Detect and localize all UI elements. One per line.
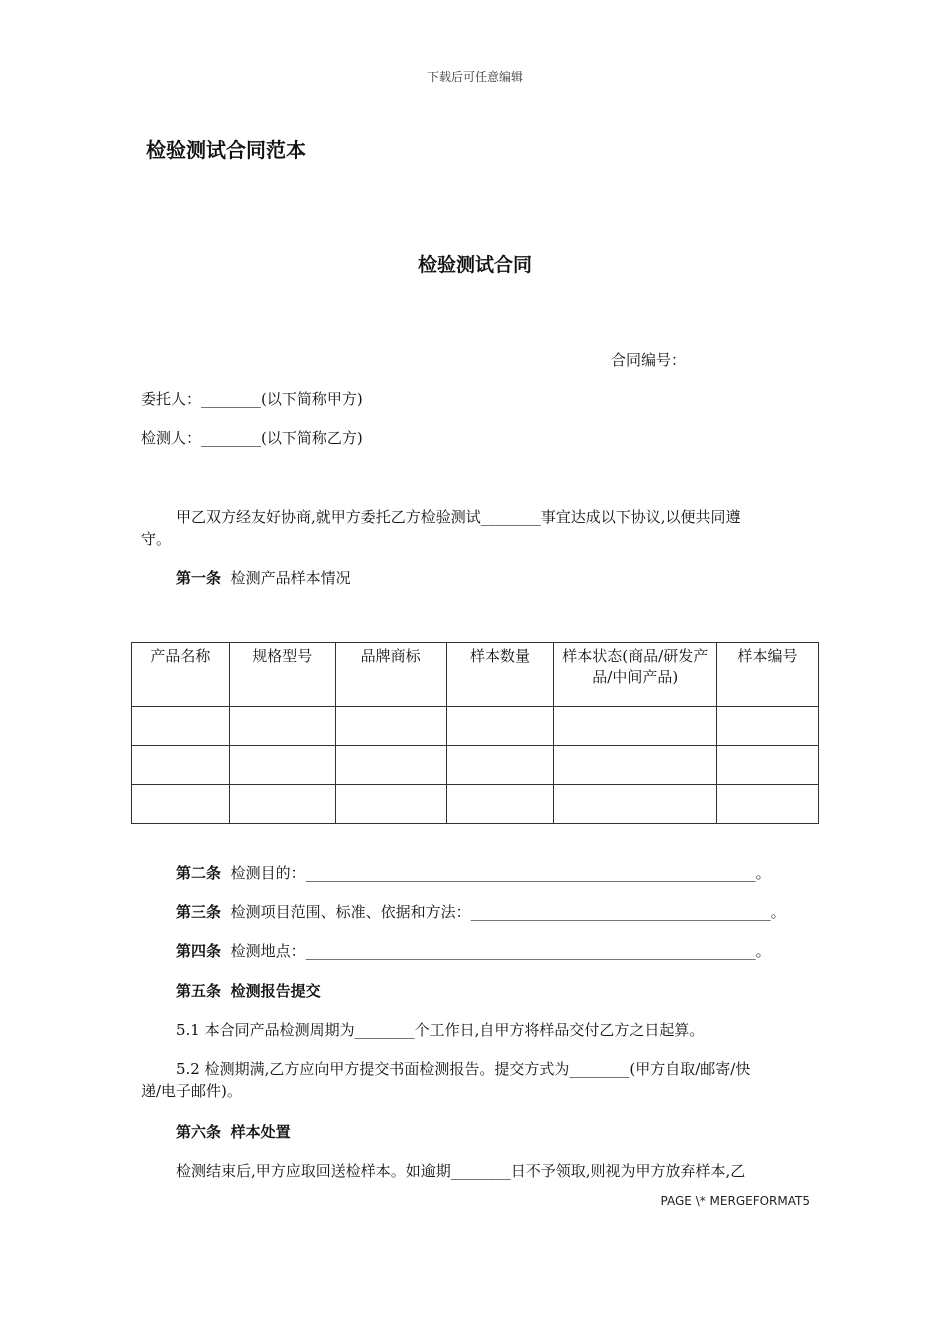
- table-cell: [132, 707, 230, 746]
- contract-title: 检验测试合同: [417, 254, 532, 276]
- article-1-title: 检测产品样本情况: [230, 569, 351, 587]
- table-cell: [229, 785, 335, 824]
- article-3-text: 检测项目范围、标准、依据和方法：________________________________________。: [230, 903, 786, 921]
- clause-5-1: 5.1 本合同产品检测周期为________个工作日,自甲方将样品交付乙方之日起算。: [176, 1021, 705, 1039]
- table-cell: [554, 707, 717, 746]
- table-cell: [446, 746, 554, 785]
- contract-number-label: 合同编号：: [611, 351, 687, 369]
- client-line: 委托人：________(以下简称甲方): [141, 390, 363, 408]
- table-row: [132, 746, 819, 785]
- page-footer: PAGE \* MERGEFORMAT5: [660, 1194, 810, 1208]
- tester-line: 检测人：________(以下简称乙方): [141, 429, 363, 447]
- table-header-cell: 样本数量: [446, 643, 554, 707]
- table-cell: [335, 785, 446, 824]
- article-5-label: 第五条: [176, 982, 222, 1000]
- table-header-cell: 产品名称: [132, 643, 230, 707]
- table-header-cell: 样本状态(商品/研发产品/中间产品): [554, 643, 717, 707]
- article-6-title: 样本处置: [230, 1123, 291, 1141]
- header-note: 下载后可任意编辑: [426, 70, 523, 84]
- article-5-heading: [176, 980, 321, 1002]
- clause-5-2-line2: 递/电子邮件)。: [141, 1082, 242, 1100]
- article-3: [176, 901, 786, 923]
- intro-paragraph-line2: 守。: [141, 530, 172, 548]
- table-cell: [717, 785, 819, 824]
- table-cell: [335, 707, 446, 746]
- article-2-label: 第二条: [176, 864, 222, 882]
- table-cell: [132, 746, 230, 785]
- sample-table: [131, 642, 819, 824]
- article-1-label: 第一条: [176, 569, 222, 587]
- article-6-label: 第六条: [176, 1123, 222, 1141]
- table-header-cell: 规格型号: [229, 643, 335, 707]
- table-cell: [229, 707, 335, 746]
- table-cell: [554, 746, 717, 785]
- clause-5-2-line1: 5.2 检测期满,乙方应向甲方提交书面检测报告。提交方式为________(甲方自取/邮寄/快: [176, 1060, 751, 1078]
- table-cell: [717, 707, 819, 746]
- article-5-title: 检测报告提交: [230, 982, 321, 1000]
- table-cell: [446, 707, 554, 746]
- article-6-heading: [176, 1121, 291, 1143]
- intro-paragraph-line1: 甲乙双方经友好协商,就甲方委托乙方检验测试________事宜达成以下协议,以便共同遵: [176, 508, 741, 526]
- article-2-text: 检测目的：____________________________________________________________。: [230, 864, 771, 882]
- table-row: [132, 785, 819, 824]
- document-title: 检验测试合同范本: [146, 138, 306, 162]
- table-cell: [717, 746, 819, 785]
- article-4-text: 检测地点：____________________________________________________________。: [230, 942, 771, 960]
- table-header-cell: 样本编号: [717, 643, 819, 707]
- table-header-row: [132, 643, 819, 707]
- article-3-label: 第三条: [176, 903, 222, 921]
- article-4: [176, 940, 771, 962]
- table-cell: [554, 785, 717, 824]
- clause-6: 检测结束后,甲方应取回送检样本。如逾期________日不予领取,则视为甲方放弃样本,乙: [176, 1162, 746, 1180]
- table-row: [132, 707, 819, 746]
- article-2: [176, 862, 771, 884]
- table-cell: [229, 746, 335, 785]
- table-cell: [132, 785, 230, 824]
- article-1-heading: [176, 567, 351, 589]
- article-4-label: 第四条: [176, 942, 222, 960]
- table-cell: [446, 785, 554, 824]
- table-cell: [335, 746, 446, 785]
- table-header-cell: 品牌商标: [335, 643, 446, 707]
